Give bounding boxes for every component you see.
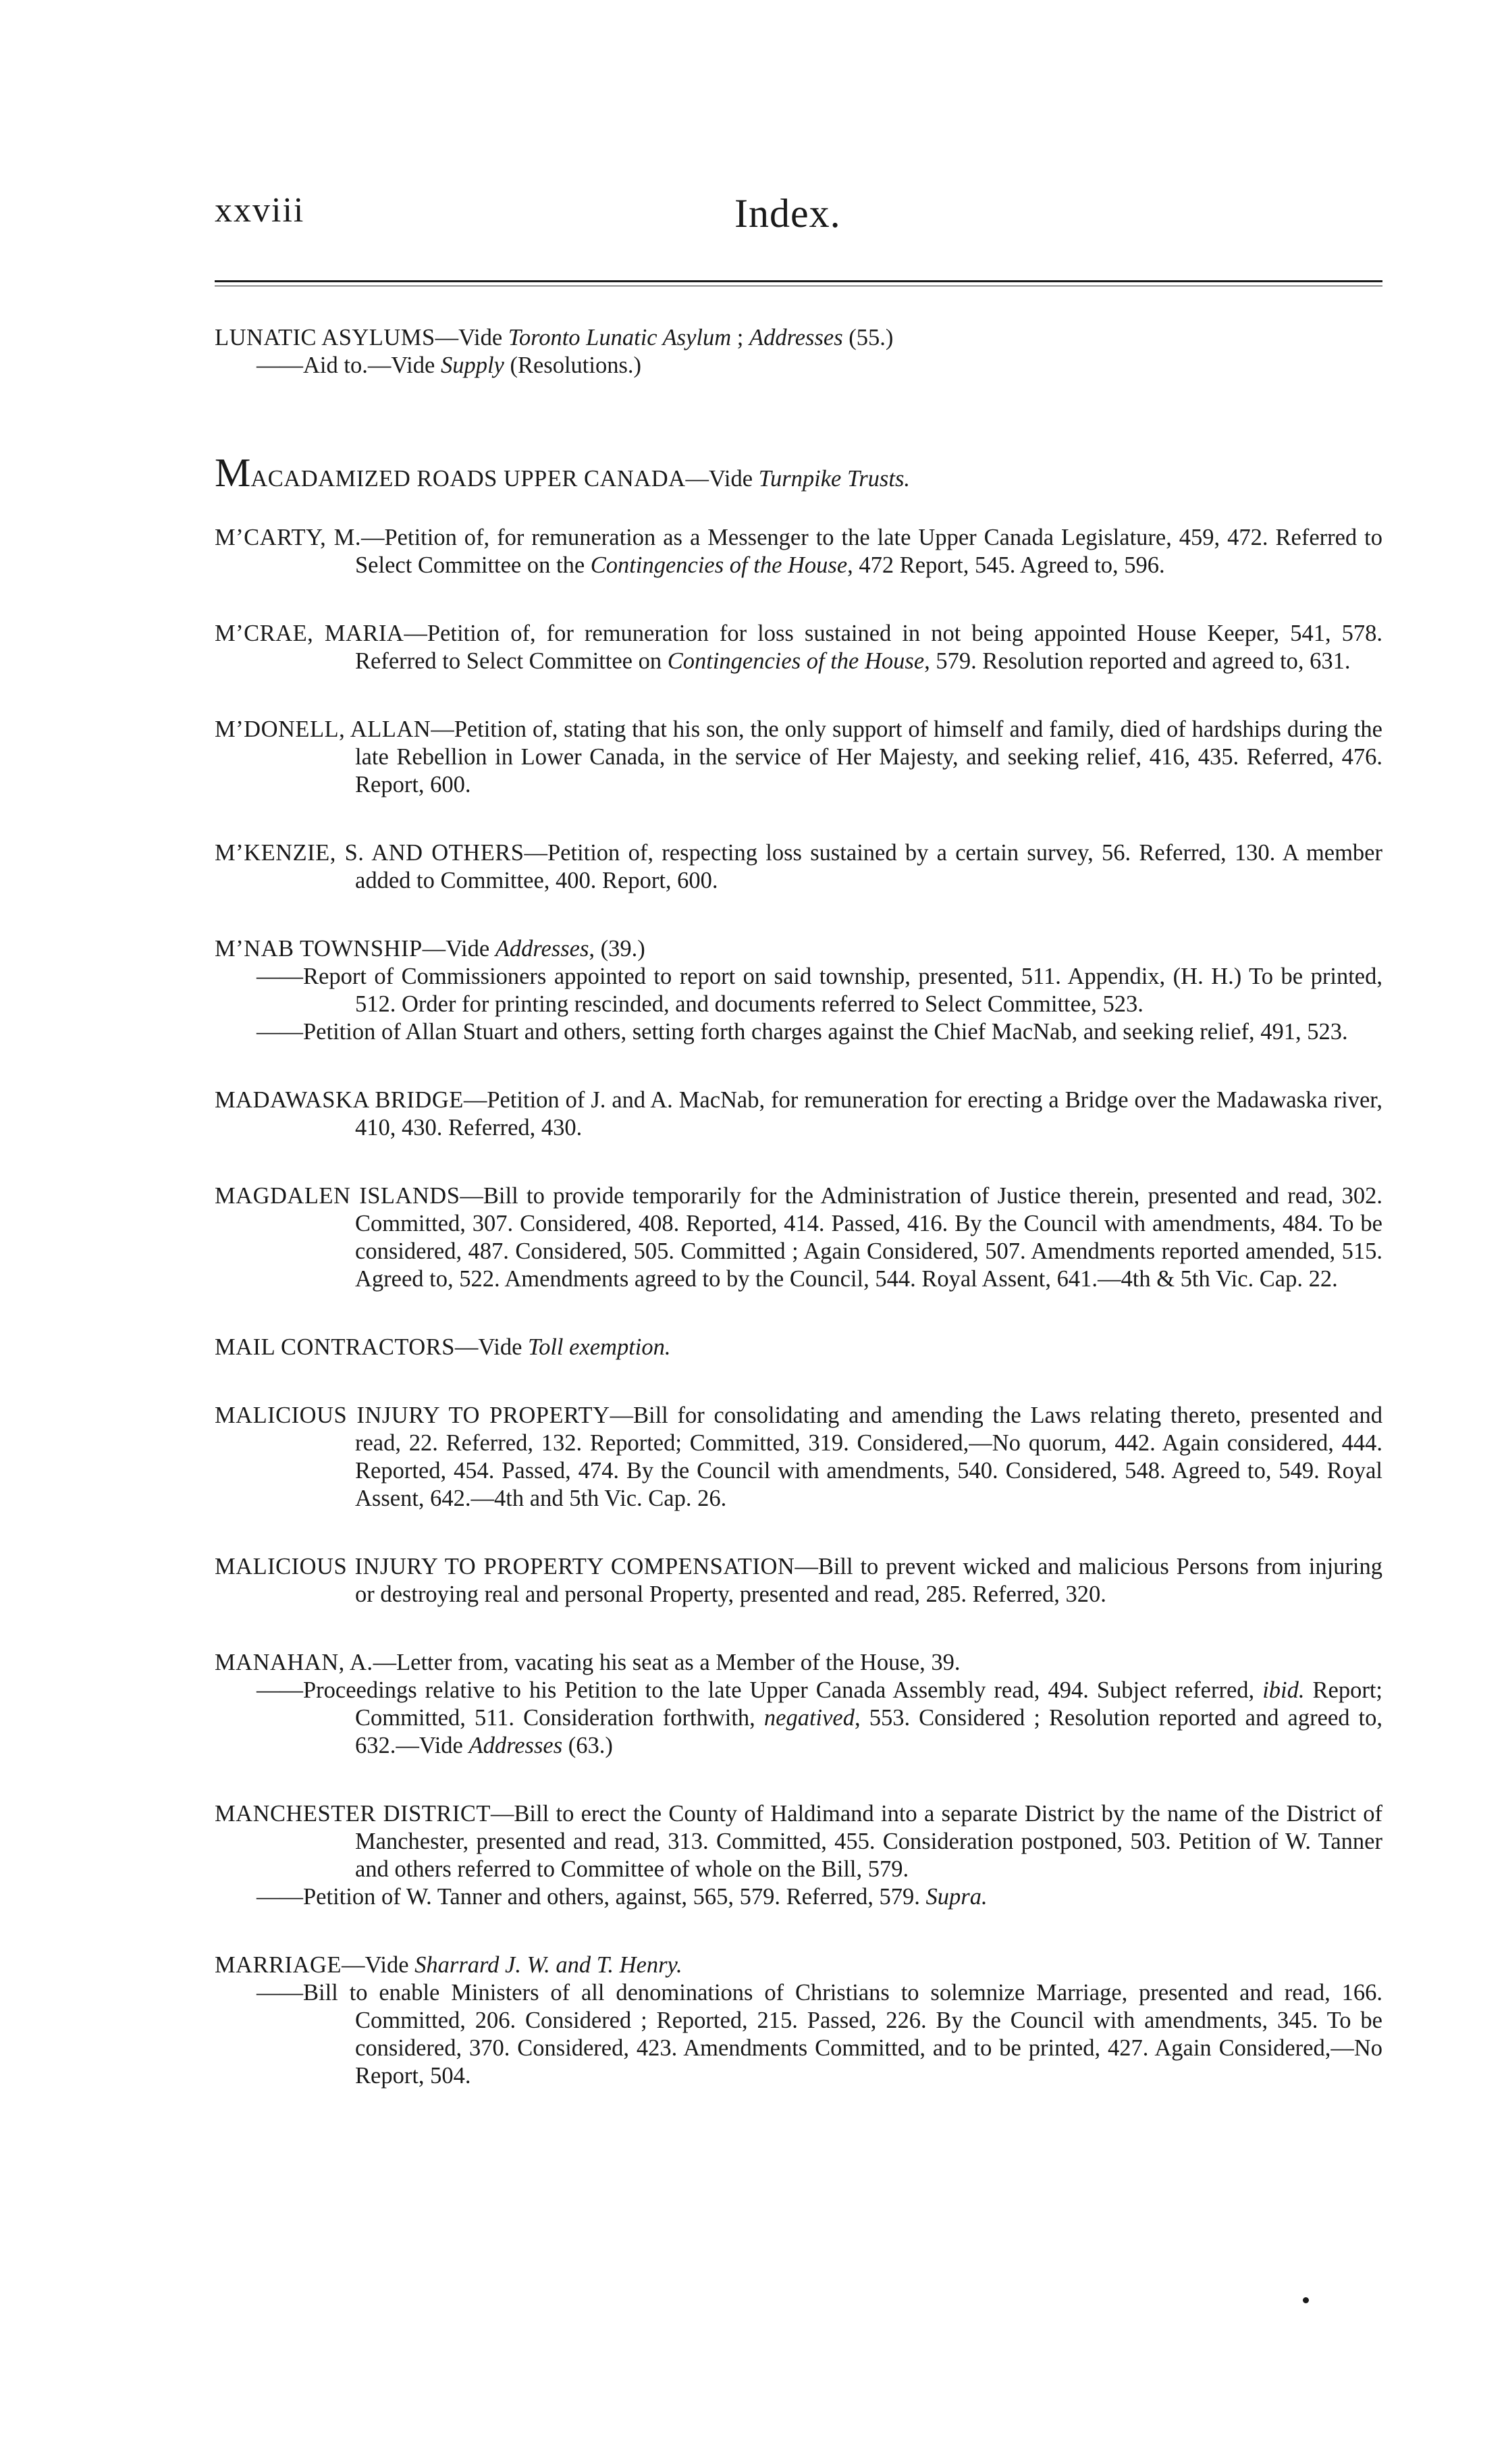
sub-entry: ——Aid to.—Vide Supply (Resolutions.) xyxy=(257,352,642,378)
entry-heading: MANCHESTER DISTRICT xyxy=(215,1801,491,1827)
index-entry-mcrae: M’CRAE, MARIA—Petition of, for remuneration for loss sustained in not being appointed House Keeper, 541, 578. Referred to Select Committee on Contingencies of the House, 579. Resolution reported and agreed to, 631. xyxy=(215,621,1382,674)
index-entry-mckenzie: M’KENZIE, S. AND OTHERS—Petition of, respecting loss sustained by a certain survey, 56. Referred, 130. A member added to Committee, 400. Report, 600. xyxy=(215,840,1382,893)
entry-heading: MALICIOUS INJURY TO PROPERTY COMPENSATION xyxy=(215,1554,795,1579)
sub-entry: ——Bill to enable Ministers of all denominations of Christians to solemnize Marriage, presented and read, 166. Committed, 206. Considered ; Reported, 215. Passed, 226. By the Council with amendments, 345. To be considered, 370. Considered, 423. Amendments Committed, and to be printed, 427. Again Considered,—No Report, 504. xyxy=(257,1980,1382,2089)
page-number: xxviii xyxy=(215,191,305,230)
index-entry-lunatic-asylums: LUNATIC ASYLUMS—Vide Toronto Lunatic Asylum ; Addresses (55.) ——Aid to.—Vide Supply (Resolutions.) xyxy=(215,324,1382,379)
index-entry-mcdonell: M’DONELL, ALLAN—Petition of, stating that his son, the only support of himself and family, died of hardships during the late Rebellion in Lower Canada, in the service of Her Majesty, and seeking relief, 416, 435. Referred, 476. Report, 600. xyxy=(215,716,1382,797)
index-entry-malicious-injury-compensation: MALICIOUS INJURY TO PROPERTY COMPENSATION—Bill to prevent wicked and malicious Persons from injuring or destroying real and personal Property, presented and read, 285. Referred, 320. xyxy=(215,1554,1383,1607)
index-entry-magdalen-islands: MAGDALEN ISLANDS—Bill to provide temporarily for the Administration of Justice therein, presented and read, 302. Committed, 307. Considered, 408. Reported, 414. Passed, 416. By the Council with amendments, 484. To be considered, 487. Considered, 505. Committed ; Again Considered, 507. Amendments reported amended, 515. Agreed to, 522. Amendments agreed to by the Council, 544. Royal Assent, 641.—4th & 5th Vic. Cap. 22. xyxy=(215,1183,1382,1292)
header-rule xyxy=(215,280,1382,286)
sub-entry: ——Petition of W. Tanner and others, against, 565, 579. Referred, 579. Supra. xyxy=(257,1884,988,1910)
sub-entry: ——Proceedings relative to his Petition to the late Upper Canada Assembly read, 494. Subject referred, ibid. Report; Committed, 511. Consideration forthwith, negatived, 553. Considered ; Resolution reported and agreed to, 632.—Vide Addresses (63.) xyxy=(257,1677,1383,1758)
sub-entry: ——Report of Commissioners appointed to report on said township, presented, 511. Appendix, (H. H.) To be printed, 512. Order for printing rescinded, and documents referred to Select Committee, 523. xyxy=(257,964,1382,1017)
index-entry-madawaska-bridge: MADAWASKA BRIDGE—Petition of J. and A. MacNab, for remuneration for erecting a Bridge over the Madawaska river, 410, 430. Referred, 430. xyxy=(215,1087,1382,1141)
entry-heading: M’CARTY, M. xyxy=(215,525,361,550)
index-entry-marriage: MARRIAGE—Vide Sharrard J. W. and T. Henry. ——Bill to enable Ministers of all denominations of Christians to solemnize Marriage, presented and read, 166. Committed, 206. Considered ; Reported, 215. Passed, 226. By the Council with amendments, 345. To be considered, 370. Considered, 423. Amendments Committed, and to be printed, 427. Again Considered,—No Report, 504. xyxy=(215,1952,1382,2089)
entry-heading: LUNATIC ASYLUMS xyxy=(215,325,435,350)
running-head xyxy=(215,190,1382,251)
section-initial: M xyxy=(215,450,251,495)
entry-heading: MAGDALEN ISLANDS xyxy=(215,1183,460,1209)
entry-heading: MADAWASKA BRIDGE xyxy=(215,1087,464,1113)
entry-heading: MANAHAN, A. xyxy=(215,1650,373,1675)
entry-heading: M’KENZIE, S. AND OTHERS xyxy=(215,840,525,866)
page-heading: Index. xyxy=(734,191,841,236)
entry-heading: MAIL CONTRACTORS xyxy=(215,1334,455,1360)
entry-heading: MARRIAGE xyxy=(215,1952,342,1978)
index-entry-malicious-injury: MALICIOUS INJURY TO PROPERTY—Bill for consolidating and amending the Laws relating thereto, presented and read, 22. Referred, 132. Reported; Committed, 319. Considered,—No quorum, 442. Again considered, 444. Reported, 454. Passed, 474. By the Council with amendments, 540. Considered, 548. Agreed to, 549. Royal Assent, 642.—4th and 5th Vic. Cap. 26. xyxy=(215,1403,1382,1511)
index-entry-macadamized-roads: MACADAMIZED ROADS UPPER CANADA—Vide Turnpike Trusts. xyxy=(215,450,910,495)
index-entry-manahan: MANAHAN, A.—Letter from, vacating his seat as a Member of the House, 39. ——Proceedings relative to his Petition to the late Upper Canada Assembly read, 494. Subject referred, ibid. Report; Committed, 511. Consideration forthwith, negatived, 553. Considered ; Resolution reported and agreed to, 632.—Vide Addresses (63.) xyxy=(215,1650,1383,1758)
index-entry-mccarty: M’CARTY, M.—Petition of, for remuneration as a Messenger to the late Upper Canada Legislature, 459, 472. Referred to Select Committee on the Contingencies of the House, 472 Report, 545. Agreed to, 596. xyxy=(215,525,1382,578)
index-entry-mcnab-township: M’NAB TOWNSHIP—Vide Addresses, (39.) ——Report of Commissioners appointed to report on said township, presented, 511. Appendix, (H. H.) To be printed, 512. Order for printing rescinded, and documents referred to Select Committee, 523. ——Petition of Allan Stuart and others, setting forth charges against the Chief MacNab, and seeking relief, 491, 523. xyxy=(215,936,1382,1045)
ink-dot xyxy=(1303,2297,1309,2303)
index-entry-mail-contractors: MAIL CONTRACTORS—Vide Toll exemption. xyxy=(215,1334,671,1360)
index-entries xyxy=(215,324,1382,2090)
entry-heading: M’DONELL, ALLAN xyxy=(215,716,431,742)
index-entry-manchester-district: MANCHESTER DISTRICT—Bill to erect the County of Haldimand into a separate District by the name of the District of Manchester, presented and read, 313. Committed, 455. Consideration postponed, 503. Petition of W. Tanner and others referred to Committee of whole on the Bill, 579. ——Petition of W. Tanner and others, against, 565, 579. Referred, 579. Supra. xyxy=(215,1801,1383,1910)
entry-heading: M’NAB TOWNSHIP xyxy=(215,936,423,962)
sub-entry: ——Petition of Allan Stuart and others, setting forth charges against the Chief MacNab, and seeking relief, 491, 523. xyxy=(257,1019,1348,1045)
entry-heading: M’CRAE, MARIA xyxy=(215,621,404,646)
entry-heading: ACADAMIZED ROADS UPPER CANADA xyxy=(250,466,686,492)
entry-heading: MALICIOUS INJURY TO PROPERTY xyxy=(215,1403,610,1428)
